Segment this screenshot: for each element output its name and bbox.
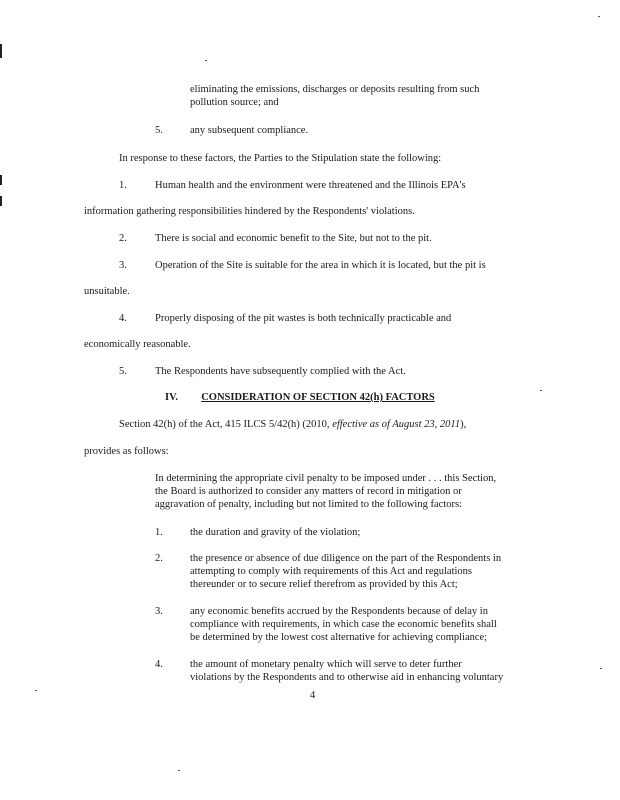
item-number: 5. — [155, 125, 163, 136]
quote-item-text: be determined by the lowest cost alternative for achieving compliance; — [190, 632, 488, 643]
stipulation-item-text: economically reasonable. — [84, 339, 191, 350]
scan-edge-mark — [0, 196, 2, 206]
scan-edge-mark — [0, 175, 2, 185]
stipulation-item-text: information gathering responsibilities hindered by the Respondents' violations. — [84, 206, 415, 217]
scan-speck — [178, 770, 180, 771]
stipulation-intro: In response to these factors, the Parties to the Stipulation state the following: — [119, 153, 442, 164]
item-text: any subsequent compliance. — [190, 125, 309, 136]
quote-item-text: attempting to comply with requirements of this Act and regulations — [190, 566, 472, 577]
stipulation-item-text: Properly disposing of the pit wastes is both technically practicable and — [155, 313, 452, 324]
stipulation-item-text: unsuitable. — [84, 286, 130, 297]
section-intro — [119, 419, 466, 431]
stipulation-item-number: 2. — [119, 233, 127, 244]
stipulation-item-text: Operation of the Site is suitable for the area in which it is located, but the pit is — [155, 260, 486, 271]
section-intro-text: ), — [460, 419, 467, 430]
page-number: 4 — [310, 690, 316, 701]
section-intro-italic: effective as of August 23, 2011 — [332, 419, 461, 430]
scan-edge-mark — [0, 44, 2, 58]
section-intro-line: provides as follows: — [84, 446, 169, 457]
stipulation-item-text: Human health and the environment were threatened and the Illinois EPA's — [155, 180, 466, 191]
stipulation-item-number: 1. — [119, 180, 127, 191]
quote-line: In determining the appropriate civil penalty to be imposed under . . . this Section, — [155, 473, 497, 484]
scan-speck — [35, 690, 37, 691]
section-intro-text: Section 42(h) of the Act, 415 ILCS 5/42(h) (2010, — [119, 419, 333, 430]
stipulation-item-number: 4. — [119, 313, 127, 324]
quote-item-text: the amount of monetary penalty which will serve to deter further — [190, 659, 462, 670]
stipulation-item-text: The Respondents have subsequently complied with the Act. — [155, 366, 406, 377]
quote-item-text: thereunder or to secure relief therefrom as provided by this Act; — [190, 579, 458, 590]
quote-item-text: the presence or absence of due diligence on the part of the Respondents in — [190, 553, 502, 564]
quote-item-text: compliance with requirements, in which case the economic benefits shall — [190, 619, 497, 630]
stipulation-item-number: 5. — [119, 366, 127, 377]
quote-item-number: 1. — [155, 527, 163, 538]
quote-item-text: violations by the Respondents and to otherwise aid in enhancing voluntary — [190, 672, 504, 683]
scan-speck — [600, 668, 602, 669]
quote-item-text: any economic benefits accrued by the Respondents because of delay in — [190, 606, 488, 617]
quote-line: the Board is authorized to consider any matters of record in mitigation or — [155, 486, 462, 497]
stipulation-item-number: 3. — [119, 260, 127, 271]
quote-item-number: 3. — [155, 606, 163, 617]
section-number: IV. — [165, 392, 178, 403]
quote-line: aggravation of penalty, including but not limited to the following factors: — [155, 499, 462, 510]
quote-item-text: the duration and gravity of the violation; — [190, 527, 361, 538]
continued-text-line: eliminating the emissions, discharges or deposits resulting from such — [190, 84, 480, 95]
continued-text-line: pollution source; and — [190, 97, 279, 108]
scan-speck — [598, 16, 600, 17]
scan-speck — [540, 390, 542, 391]
section-heading — [165, 392, 435, 404]
stipulation-item-text: There is social and economic benefit to the Site, but not to the pit. — [155, 233, 432, 244]
quote-item-number: 2. — [155, 553, 163, 564]
section-title: CONSIDERATION OF SECTION 42(h) FACTORS — [201, 392, 435, 403]
quote-item-number: 4. — [155, 659, 163, 670]
scan-speck — [205, 60, 207, 61]
